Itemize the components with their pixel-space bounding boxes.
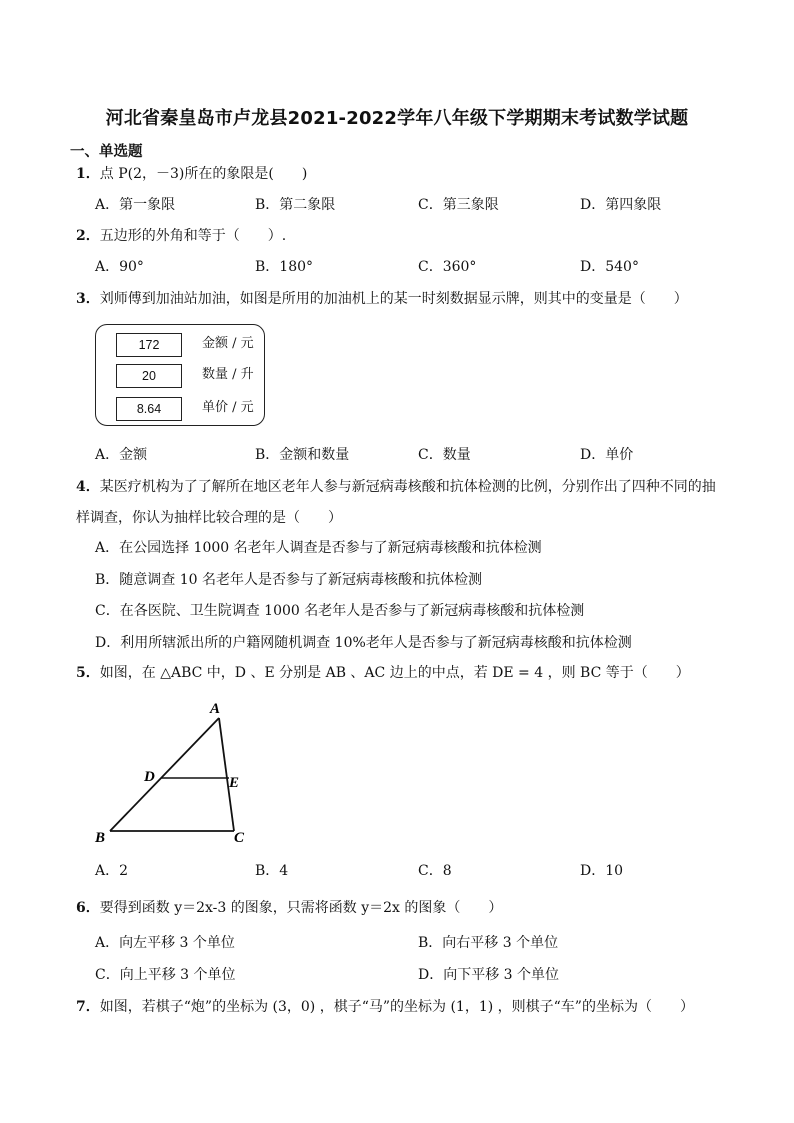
question-number: 1． [76, 166, 100, 182]
vertex-label-e: E [229, 775, 240, 791]
question-text: 五边形的外角和等于（ ）. [99, 228, 287, 244]
question-3 [76, 289, 688, 309]
question-number: 5． [76, 665, 100, 681]
question-text: 如图，在 △ABC 中，D 、E 分别是 AB 、AC 边上的中点，若 DE = 4 ，则 BC 等于（ ） [99, 665, 690, 681]
vertex-label-d: D [144, 769, 155, 785]
question-4 [76, 477, 716, 497]
option-b: B．金额和数量 [255, 447, 350, 463]
amount-value: 172 [116, 333, 182, 357]
unit-price-label: 单价 / 元 [202, 400, 254, 415]
option-a: A．90° [95, 259, 144, 275]
question-text: 刘师傅到加油站加油，如图是所用的加油机上的某一时刻数据显示牌，则其中的变量是（ ） [99, 291, 688, 307]
question-6 [76, 898, 502, 918]
option-a: A．在公园选择 1000 名老年人调查是否参与了新冠病毒核酸和抗体检测 [95, 540, 542, 556]
option-c: C．数量 [418, 447, 471, 463]
question-5 [76, 663, 690, 683]
triangle-figure [90, 696, 260, 846]
option-b: B．向右平移 3 个单位 [418, 935, 559, 951]
question-number: 7． [76, 999, 100, 1015]
question-text-continued: 样调查，你认为抽样比较合理的是（ ） [76, 510, 342, 526]
question-7 [76, 997, 694, 1017]
option-d: D．540° [580, 259, 639, 275]
option-b: B．4 [255, 863, 289, 879]
quantity-value: 20 [116, 364, 182, 388]
quantity-label: 数量 / 升 [202, 367, 254, 382]
option-a: A．金额 [95, 447, 148, 463]
option-c: C．8 [418, 863, 452, 879]
question-text: 点 P(2，－3)所在的象限是( ) [99, 166, 308, 182]
option-a: A．第一象限 [95, 197, 176, 213]
option-d: D．单价 [580, 447, 634, 463]
question-number: 2． [76, 228, 100, 244]
option-d: D．向下平移 3 个单位 [418, 967, 560, 983]
unit-price-value: 8.64 [116, 397, 182, 421]
option-a: A．2 [95, 863, 129, 879]
option-c: C．第三象限 [418, 197, 499, 213]
question-text: 某医疗机构为了了解所在地区老年人参与新冠病毒核酸和抗体检测的比例，分别作出了四种不同的抽 [99, 479, 716, 495]
amount-label: 金额 / 元 [202, 336, 254, 351]
question-number: 3． [76, 291, 100, 307]
section-heading: 一、单选题 [70, 144, 143, 160]
side-ab [110, 718, 219, 831]
question-number: 6． [76, 900, 100, 916]
vertex-label-c: C [234, 830, 245, 846]
option-c: C．在各医院、卫生院调查 1000 名老年人是否参与了新冠病毒核酸和抗体检测 [95, 603, 585, 619]
page-title: 河北省秦皇岛市卢龙县2021-2022学年八年级下学期期末考试数学试题 [105, 108, 689, 129]
question-2 [76, 226, 286, 246]
option-d: D．第四象限 [580, 197, 662, 213]
option-c: C．向上平移 3 个单位 [95, 967, 236, 983]
option-b: B．随意调查 10 名老年人是否参与了新冠病毒核酸和抗体检测 [95, 572, 483, 588]
question-number: 4． [76, 479, 100, 495]
option-b: B．第二象限 [255, 197, 336, 213]
option-a: A．向左平移 3 个单位 [95, 935, 235, 951]
option-c: C．360° [418, 259, 477, 275]
question-text: 如图，若棋子“炮”的坐标为 (3，0) ，棋子“马”的坐标为 (1，1) ，则棋子“车”的坐标为（ ） [99, 999, 694, 1015]
option-d: D．10 [580, 863, 624, 879]
question-1 [76, 164, 307, 184]
fuel-display-panel [95, 324, 265, 426]
vertex-label-b: B [95, 830, 106, 846]
option-d: D．利用所辖派出所的户籍网随机调查 10%老年人是否参与了新冠病毒核酸和抗体检测 [95, 635, 632, 651]
question-text: 要得到函数 y＝2x-3 的图象，只需将函数 y＝2x 的图象（ ） [99, 900, 503, 916]
option-b: B．180° [255, 259, 314, 275]
vertex-label-a: A [210, 701, 221, 717]
